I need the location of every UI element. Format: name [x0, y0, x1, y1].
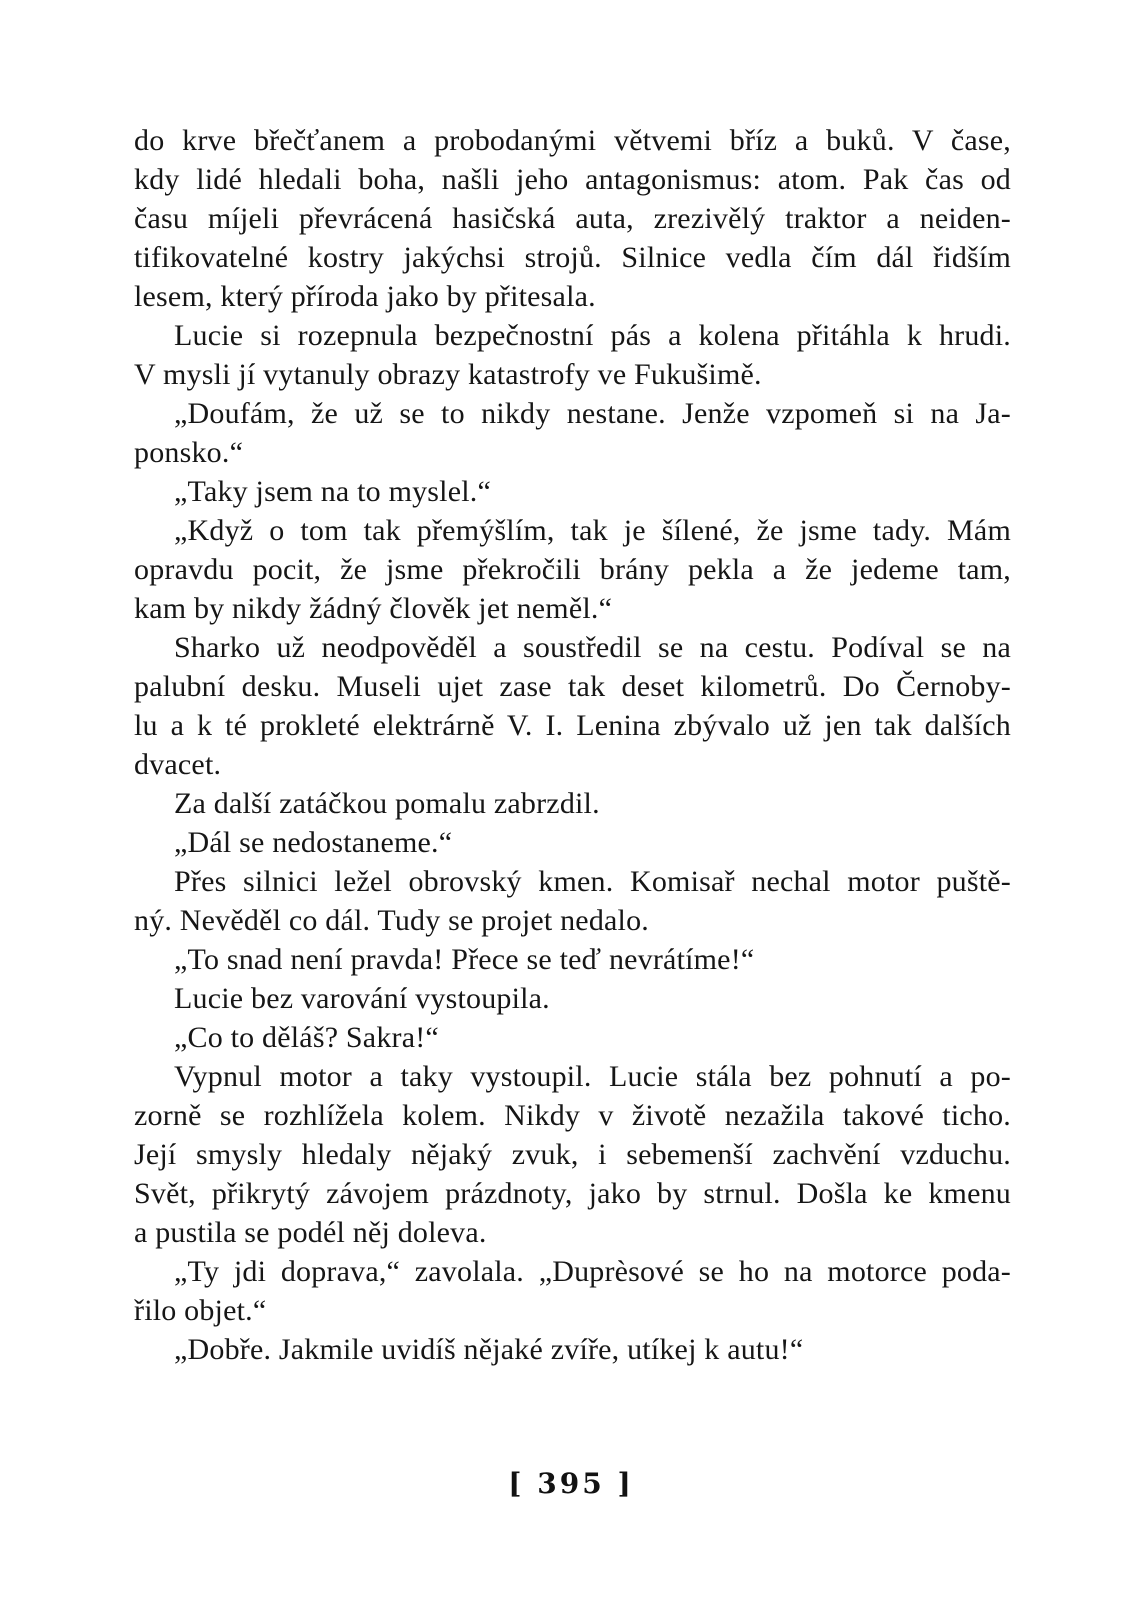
- text-line: palubní desku. Museli ujet zase tak deset kilometrů. Do Černoby-: [134, 670, 1011, 703]
- text-line: V mysli jí vytanuly obrazy katastrofy ve Fukušimě.: [134, 358, 762, 391]
- text-line: „Dál se nedostaneme.“: [174, 826, 453, 859]
- text-line: Lucie bez varování vystoupila.: [174, 982, 550, 1015]
- text-line: „Když o tom tak přemýšlím, tak je šílené, že jsme tady. Mám: [174, 514, 1011, 547]
- text-line: lesem, který příroda jako by přitesala.: [134, 280, 596, 313]
- paragraph: [134, 1057, 1011, 1252]
- text-line: ponsko.“: [134, 436, 244, 469]
- paragraph: [134, 862, 1011, 940]
- text-line: „Taky jsem na to myslel.“: [174, 475, 491, 508]
- text-line: a pustila se podél něj doleva.: [134, 1216, 487, 1249]
- paragraph: [134, 511, 1011, 628]
- text-line: dvacet.: [134, 748, 222, 781]
- paragraph: [134, 472, 1011, 511]
- text-line: lu a k té prokleté elektrárně V. I. Lenina zbývalo už jen tak dalších: [134, 709, 1011, 742]
- paragraph: [134, 121, 1011, 316]
- text-line: „Ty jdi doprava,“ zavolala. „Duprèsové se ho na motorce poda-: [174, 1255, 1011, 1288]
- paragraph: [134, 394, 1011, 472]
- text-line: „Co to děláš? Sakra!“: [174, 1021, 439, 1054]
- text-line: času míjeli převrácená hasičská auta, zrezivělý traktor a neiden-: [134, 202, 1011, 235]
- page-number: [ 395 ]: [508, 1467, 634, 1500]
- text-line: ný. Nevěděl co dál. Tudy se projet nedalo.: [134, 904, 649, 937]
- text-line: opravdu pocit, že jsme překročili brány pekla a že jedeme tam,: [134, 553, 1011, 586]
- text-line: tifikovatelné kostry jakýchsi strojů. Silnice vedla čím dál řidším: [134, 241, 1011, 274]
- paragraph: [134, 1330, 1011, 1369]
- text-line: Sharko už neodpověděl a soustředil se na cestu. Podíval se na: [174, 631, 1011, 664]
- text-line: Její smysly hledaly nějaký zvuk, i sebemenší zachvění vzduchu.: [134, 1138, 1011, 1171]
- paragraph: [134, 628, 1011, 784]
- text-line: Svět, přikrytý závojem prázdnoty, jako by strnul. Došla ke kmenu: [134, 1177, 1011, 1210]
- text-line: Za další zatáčkou pomalu zabrzdil.: [174, 787, 600, 820]
- text-line: Lucie si rozepnula bezpečnostní pás a kolena přitáhla k hrudi.: [174, 319, 1011, 352]
- text-line: Vypnul motor a taky vystoupil. Lucie stála bez pohnutí a po-: [174, 1060, 1011, 1093]
- text-line: řilo objet.“: [134, 1294, 267, 1327]
- text-line: kdy lidé hledali boha, našli jeho antagonismus: atom. Pak čas od: [134, 163, 1011, 196]
- paragraph: [134, 1018, 1011, 1057]
- text-line: „Doufám, že už se to nikdy nestane. Jenže vzpomeň si na Ja-: [174, 397, 1011, 430]
- paragraph: [134, 1252, 1011, 1330]
- text-line: kam by nikdy žádný člověk jet neměl.“: [134, 592, 613, 625]
- text-line: Přes silnici ležel obrovský kmen. Komisař nechal motor puště-: [174, 865, 1011, 898]
- text-block: [134, 121, 1011, 1369]
- paragraph: [134, 940, 1011, 979]
- paragraph: [134, 823, 1011, 862]
- text-line: „Dobře. Jakmile uvidíš nějaké zvíře, utíkej k autu!“: [174, 1333, 804, 1366]
- paragraph: [134, 316, 1011, 394]
- paragraph: [134, 784, 1011, 823]
- paragraph: [134, 979, 1011, 1018]
- text-line: do krve břečťanem a probodanými větvemi bříz a buků. V čase,: [134, 124, 1011, 157]
- text-line: „To snad není pravda! Přece se teď nevrátíme!“: [174, 943, 755, 976]
- text-line: zorně se rozhlížela kolem. Nikdy v životě nezažila takové ticho.: [134, 1099, 1011, 1132]
